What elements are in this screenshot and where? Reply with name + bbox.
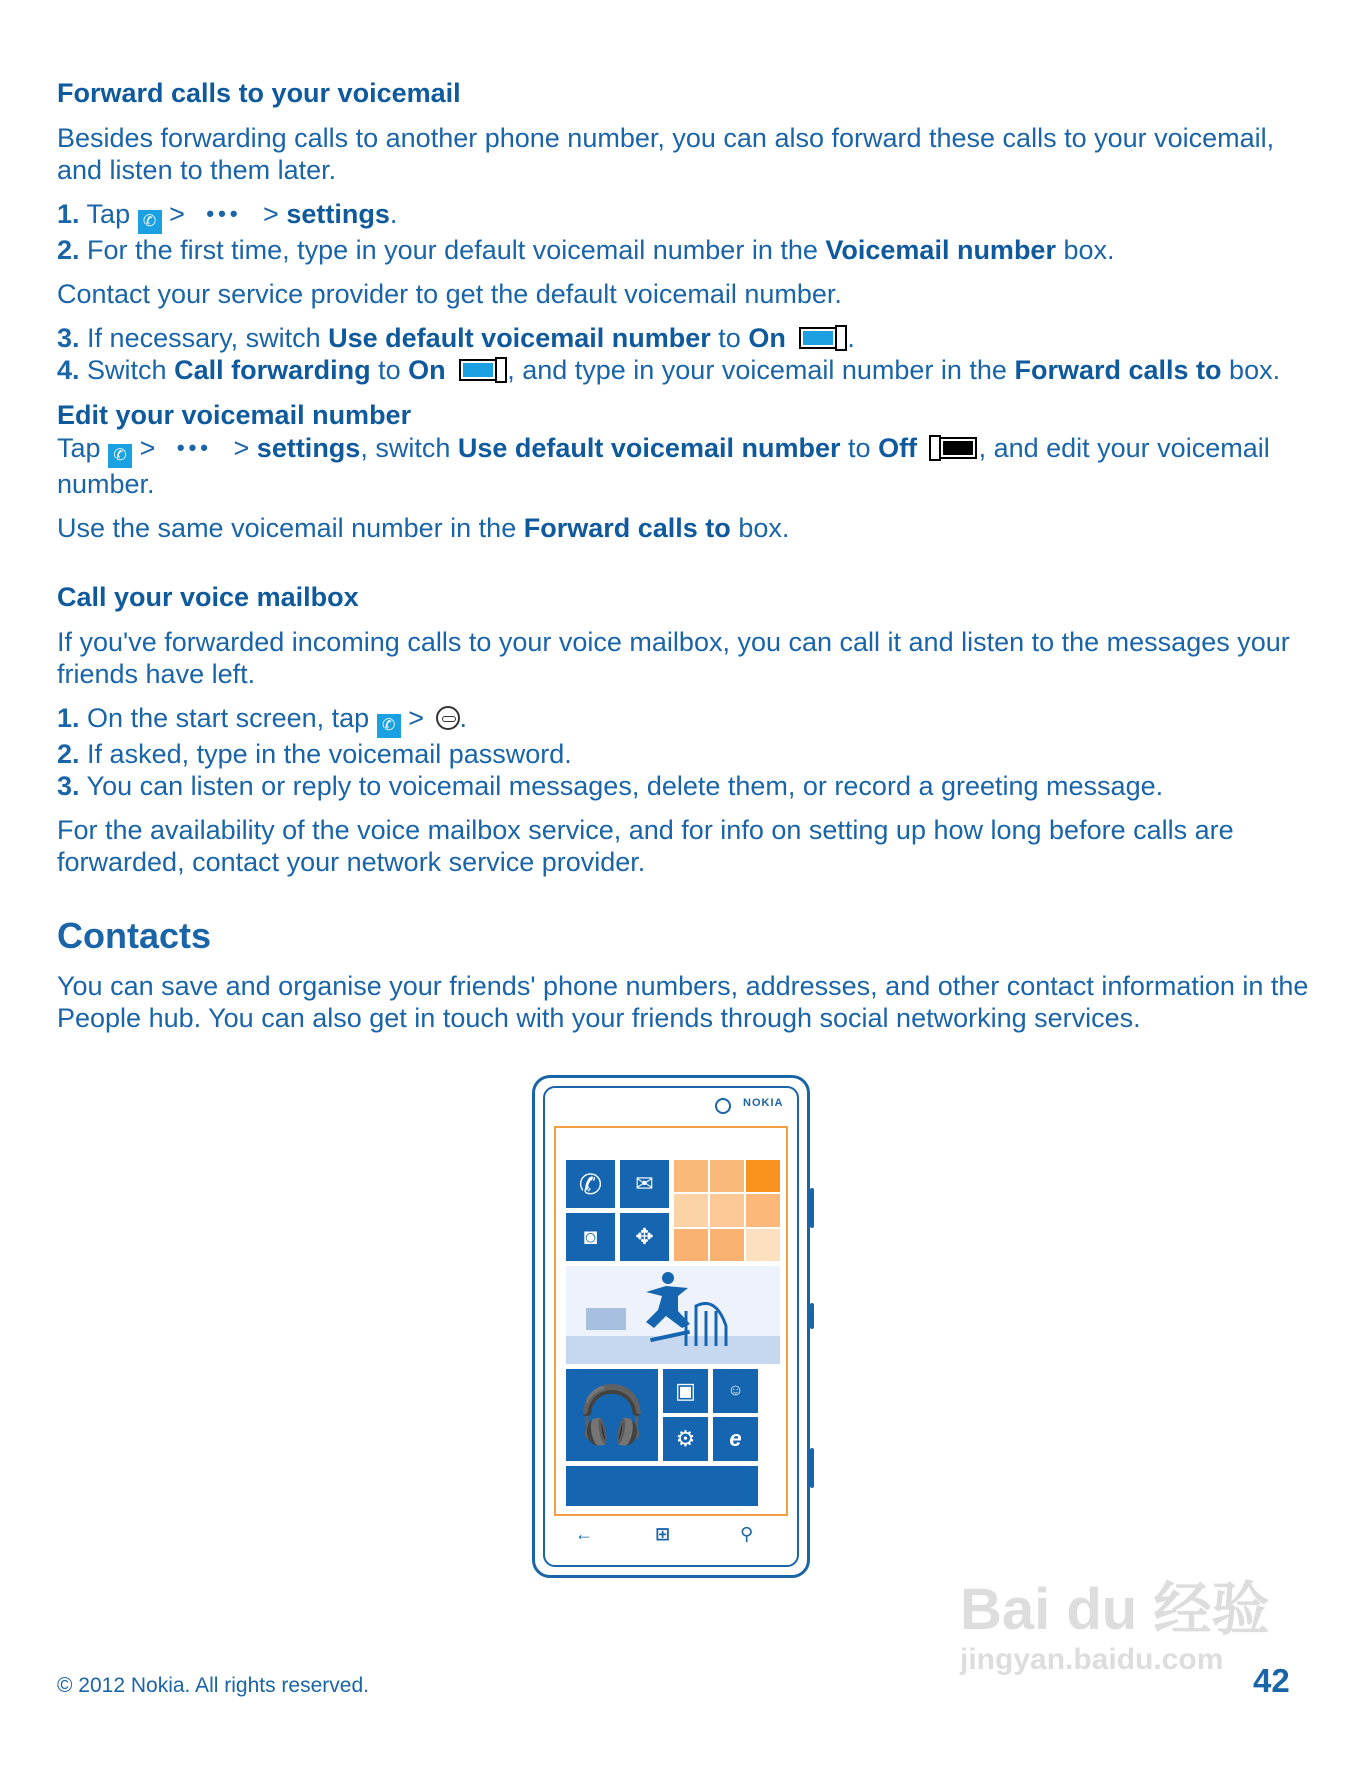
photos-tile [674, 1160, 780, 1261]
windows-start-icon: ⊞ [655, 1524, 671, 1544]
page-content [57, 76, 1312, 1034]
mailbox-note: For the availability of the voice mailbox service, and for info on setting up how long before calls are forwarded, contact your network service provider. [57, 815, 1234, 877]
footer-copyright: © 2012 Nokia. All rights reserved. [57, 1674, 369, 1697]
phone-tile-icon: ✆ [566, 1160, 615, 1208]
mailbox-step-2: 2. If asked, type in the voicemail password. [57, 739, 572, 769]
music-tile-icon: 🎧 [566, 1369, 658, 1461]
bottom-tile [566, 1466, 758, 1506]
heading-forward-voicemail: Forward calls to your voicemail [57, 78, 461, 108]
office-tile-icon: ▣ [663, 1369, 708, 1413]
mailbox-step-3: 3. You can listen or reply to voicemail messages, delete them, or record a greeting message. [57, 771, 1164, 801]
phone-illustration [532, 1075, 810, 1578]
games-tile-icon: ✥ [620, 1213, 669, 1261]
back-icon: ← [575, 1524, 593, 1544]
phone-tile-icon: ✆ [138, 210, 162, 234]
heading-contacts: Contacts [57, 915, 212, 956]
people-hub-tile [566, 1266, 780, 1364]
more-dots-icon: ••• [206, 201, 242, 226]
mail-tile-icon: ✉ [620, 1160, 669, 1208]
forward-step-4: 4. Switch Call forwarding to On , and type in your voicemail number in the Forward calls to box. [57, 355, 1281, 385]
baidu-watermark: Bai du 经验 jingyan.baidu.com [960, 1577, 1270, 1676]
voicemail-icon [436, 706, 460, 730]
more-dots-icon: ••• [176, 435, 212, 460]
mailbox-intro: If you've forwarded incoming calls to your voice mailbox, you can call it and listen to the messages your friends have left. [57, 627, 1290, 689]
phone-tile-icon: ✆ [108, 444, 132, 468]
mailbox-step-1: 1. On the start screen, tap ✆ > . [57, 702, 1312, 738]
toggle-off-icon [931, 437, 977, 459]
heading-edit-voicemail: Edit your voicemail number [57, 400, 412, 430]
messaging-tile-icon: ☺ [713, 1369, 758, 1413]
front-camera-icon [715, 1098, 731, 1114]
forward-note: Contact your service provider to get the default voicemail number. [57, 279, 842, 309]
forward-step-3: 3. If necessary, switch Use default voicemail number to On . [57, 323, 855, 353]
volume-button [810, 1188, 814, 1228]
page-number: 42 [1253, 1662, 1290, 1699]
camera-tile-icon: ◙ [566, 1213, 615, 1261]
phone-screen [554, 1126, 788, 1516]
edit-voicemail-line: Tap ✆ > ••• > settings, switch Use default voicemail number to Off , and edit your voicemail number. [57, 433, 1270, 499]
forward-intro: Besides forwarding calls to another phone number, you can also forward these calls to your voicemail, and listen to them later. [57, 123, 1275, 185]
toggle-on-icon [459, 359, 505, 381]
forward-step-1: 1. Tap ✆ > ••• > settings. [57, 198, 1312, 234]
forward-step-2: 2. For the first time, type in your default voicemail number in the Voicemail number box. [57, 235, 1115, 265]
settings-tile-icon: ⚙ [663, 1417, 708, 1461]
edit-voicemail-note: Use the same voicemail number in the Forward calls to box. [57, 513, 790, 543]
contacts-intro: You can save and organise your friends' phone numbers, addresses, and other contact information in the People hub. You can also get in touch with your friends through social networking services. [57, 971, 1309, 1033]
search-icon: ⚲ [740, 1524, 754, 1544]
internet-explorer-tile-icon: e [713, 1417, 758, 1461]
phone-tile-icon: ✆ [377, 714, 401, 738]
toggle-on-icon [799, 327, 845, 349]
power-button [810, 1303, 814, 1329]
phone-brand: NOKIA [743, 1097, 784, 1109]
heading-call-mailbox: Call your voice mailbox [57, 582, 359, 612]
camera-button [810, 1448, 814, 1488]
